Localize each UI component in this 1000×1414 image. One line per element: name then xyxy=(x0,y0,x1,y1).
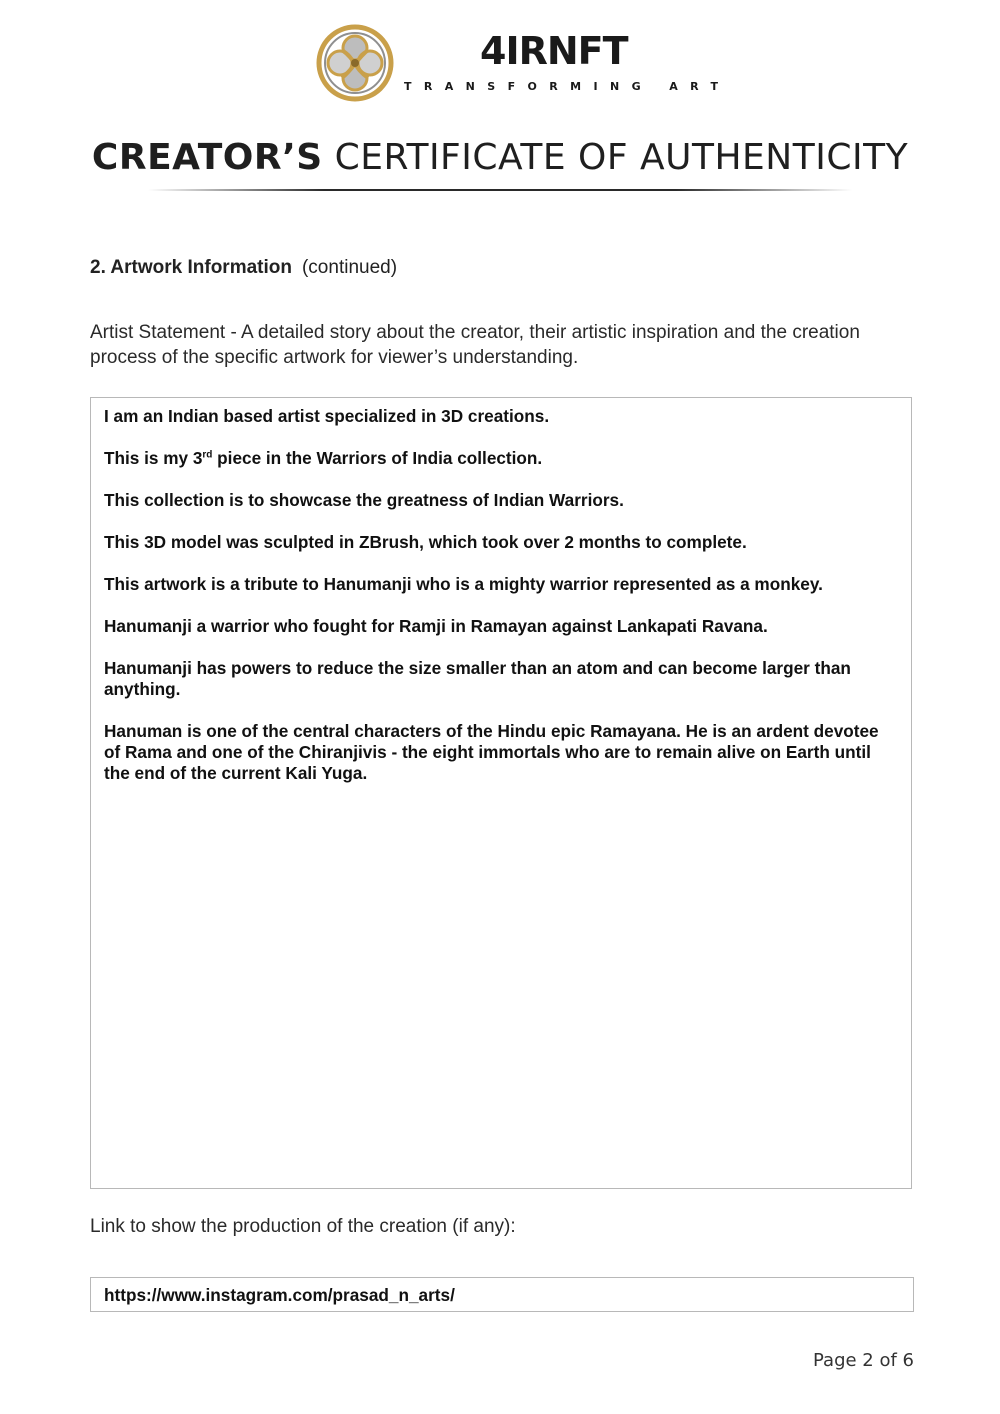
certificate-title-rest: CERTIFICATE OF AUTHENTICITY xyxy=(334,137,909,178)
section-heading xyxy=(90,256,397,280)
statement-paragraph: This 3D model was sculpted in ZBrush, which took over 2 months to complete. xyxy=(104,532,747,552)
statement-paragraph: Hanumanji a warrior who fought for Ramji in Ramayan against Lankapati Ravana. xyxy=(104,616,768,636)
ordinal-suffix: rd xyxy=(202,449,213,461)
page-number: Page 2 of 6 xyxy=(813,1350,914,1371)
statement-text: This is my 3 xyxy=(104,448,203,468)
statement-paragraph xyxy=(104,448,897,469)
section-title: 2. Artwork Information xyxy=(90,257,292,278)
artist-statement-label: Artist Statement - A detailed story about the creator, their artistic inspiration and the creation process of the specific artwork for viewer’s understanding. xyxy=(90,322,860,368)
statement-text: piece in the Warriors of India collection. xyxy=(212,448,543,468)
production-link-label: Link to show the production of the creation (if any): xyxy=(90,1216,516,1237)
certificate-title xyxy=(0,136,1000,180)
title-divider xyxy=(148,189,852,191)
brand-name: 4IRNFT xyxy=(480,29,628,73)
statement-paragraph: Hanumanji has powers to reduce the size smaller than an atom and can become larger than anything. xyxy=(104,658,851,699)
section-continued-note: (continued) xyxy=(301,257,398,278)
production-link-field[interactable]: https://www.instagram.com/prasad_n_arts/ xyxy=(90,1277,914,1312)
brand-tagline: TRANSFORMING ART xyxy=(404,80,731,93)
artist-statement-field[interactable] xyxy=(90,397,912,1189)
statement-paragraph: This artwork is a tribute to Hanumanji who is a mighty warrior represented as a monkey. xyxy=(104,574,823,594)
certificate-title-bold: CREATOR’S xyxy=(91,137,323,178)
statement-paragraph: I am an Indian based artist specialized in 3D creations. xyxy=(104,406,550,426)
gold-knot-logo-icon xyxy=(316,24,394,102)
statement-paragraph: This collection is to showcase the greatness of Indian Warriors. xyxy=(104,490,624,510)
statement-paragraph: Hanuman is one of the central characters of the Hindu epic Ramayana. He is an ardent devotee of Rama and one of the Chiranjivis - the eight immortals who are to remain alive on Earth until the end of the current Kali Yuga. xyxy=(104,721,879,783)
brand-logo xyxy=(316,24,731,104)
